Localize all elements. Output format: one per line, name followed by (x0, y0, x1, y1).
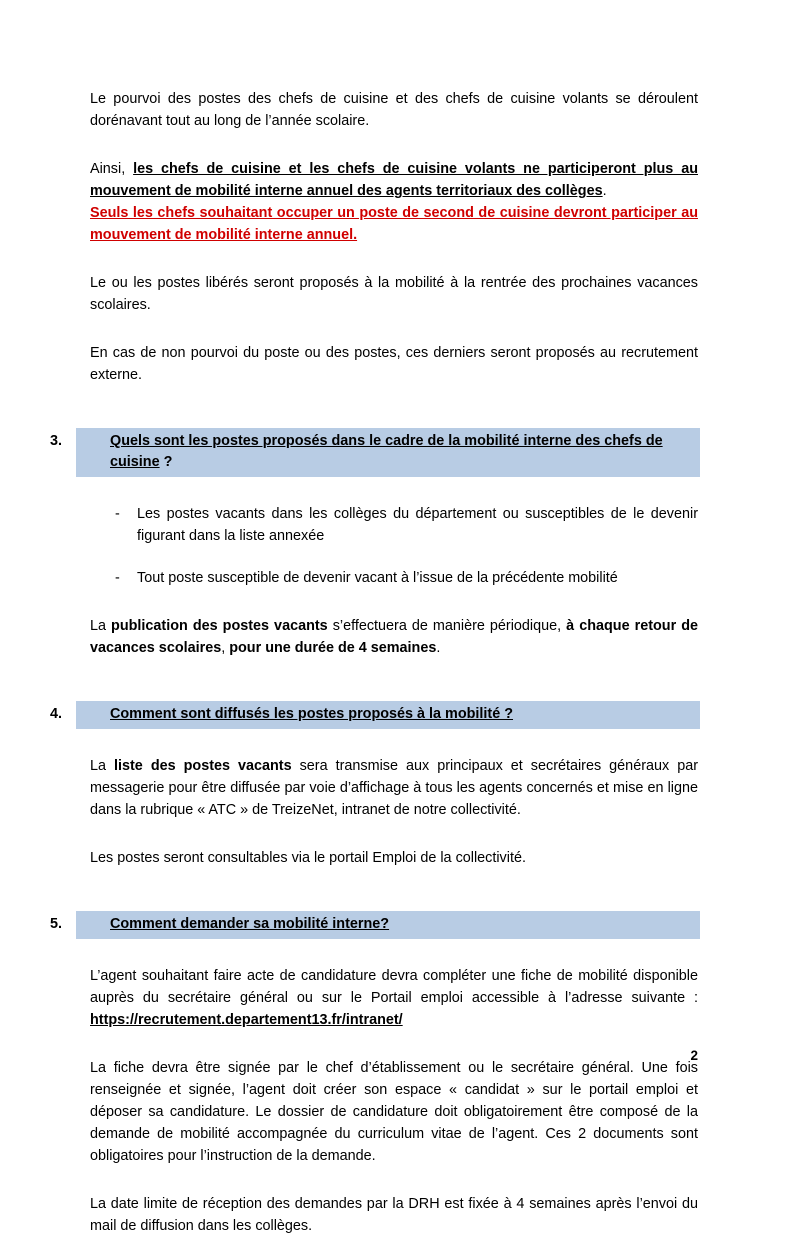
section-heading-5-inner (50, 914, 696, 935)
recrutement-url-link[interactable]: https://recrutement.departement13.fr/intranet/ (90, 1012, 403, 1028)
spacer (90, 477, 698, 503)
document-body (50, 88, 698, 1237)
paragraph-signature-dossier: La fiche devra être signée par le chef d’établissement ou le secrétaire général. Une fois renseignée et signée, l’agent doit créer son espace « candidat » sur le portail emploi et déposer sa candidature. Le dossier de candidature doit obligatoirement être composé de la demande de mobilité accompagnée du curriculum vitae de l’agent. Ces 2 documents sont obligatoires pour l’instruction de la demande. (90, 1060, 698, 1164)
section-heading-4-inner (50, 704, 696, 725)
spacer (90, 869, 698, 911)
dash-bullet-icon: - (115, 506, 120, 522)
dash-bullet-icon: - (115, 570, 120, 586)
pub-b3: pour une durée de 4 semaines (229, 640, 437, 656)
section-3-title: Quels sont les postes proposés dans le cadre de la mobilité interne des chefs de cuisine (110, 433, 663, 470)
list-item (90, 567, 698, 589)
paragraph-pourvoi: Le pourvoi des postes des chefs de cuisine et des chefs de cuisine volants se déroulent dorénavant tout au long de l’année scolaire. (90, 91, 698, 129)
page-number: 2 (690, 1048, 698, 1063)
section-3-bullet-list (90, 503, 698, 589)
pub-t2: s’effectuera de manière périodique, (327, 618, 567, 634)
seuls-red-emphasis: Seuls les chefs souhaitant occuper un poste de second de cuisine devront participer au mouvement de mobilité interne annuel. (90, 205, 698, 243)
paragraph-portail-emploi: Les postes seront consultables via le portail Emploi de la collectivité. (90, 850, 526, 866)
ainsi-emphasis: les chefs de cuisine et les chefs de cuisine volants ne participeront plus au mouvement de mobilité interne annuel des agents territoriaux des collèges (90, 161, 698, 199)
section-5-number: 5. (50, 916, 63, 932)
paragraph-liste-postes (90, 755, 698, 821)
pub-t4: . (436, 640, 441, 656)
section-3-number: 3. (50, 433, 63, 449)
paragraph-ainsi (90, 158, 698, 202)
liste-b1: liste des postes vacants (114, 758, 292, 774)
spacer (90, 132, 698, 158)
paragraph-seuls-red (90, 202, 698, 246)
paragraph-publication-postes (90, 615, 698, 659)
spacer (90, 659, 698, 701)
section-heading-3-inner (50, 431, 696, 473)
spacer (90, 939, 698, 965)
paragraph-non-pourvoi: En cas de non pourvoi du poste ou des postes, ces derniers seront proposés au recrutement externe. (90, 345, 698, 383)
spacer (90, 246, 698, 272)
section-heading-4 (50, 701, 700, 729)
section-heading-3 (50, 428, 700, 477)
spacer (90, 1167, 698, 1193)
paragraph-fiche-mobilite (90, 965, 698, 1031)
fiche-t1: L’agent souhaitant faire acte de candidature devra compléter une fiche de mobilité disponible auprès du secrétaire général ou sur le Portail emploi accessible à l’adresse suivante : (90, 968, 698, 1006)
spacer (90, 589, 698, 615)
pub-b1: publication des postes vacants (111, 618, 328, 634)
pub-t3: , (221, 640, 230, 656)
list-item-text: Tout poste susceptible de devenir vacant à l’issue de la précédente mobilité (137, 570, 618, 586)
section-4-number: 4. (50, 706, 63, 722)
pub-b2: à chaque retour de vacances scolaires (90, 618, 698, 656)
section-3-title-suffix: ? (159, 454, 173, 470)
list-item-text: Les postes vacants dans les collèges du département ou susceptibles de le devenir figurant dans la liste annexée (137, 506, 698, 544)
liste-t1: La (90, 758, 115, 774)
ainsi-tail: . (602, 183, 607, 199)
section-heading-5 (50, 911, 700, 939)
section-5-title: Comment demander sa mobilité interne? (110, 916, 390, 932)
liste-t2: sera transmise aux principaux et secrétaires généraux par messagerie pour être diffusée par voie d’affichage à tous les agents concernés et mise en ligne dans la rubrique « ATC » de TreizeNet, intranet de notre collectivité. (90, 758, 698, 818)
list-item (90, 503, 698, 547)
ainsi-lead: Ainsi, (90, 161, 134, 177)
paragraph-date-limite: La date limite de réception des demandes par la DRH est fixée à 4 semaines après l’envoi du mail de diffusion dans les collèges. (90, 1196, 698, 1234)
spacer (90, 729, 698, 755)
spacer (90, 386, 698, 428)
spacer (90, 821, 698, 847)
paragraph-postes-liberes: Le ou les postes libérés seront proposés à la mobilité à la rentrée des prochaines vacances scolaires. (90, 275, 698, 313)
spacer (90, 316, 698, 342)
pub-t1: La (90, 618, 112, 634)
section-4-title: Comment sont diffusés les postes proposés à la mobilité ? (110, 706, 514, 722)
